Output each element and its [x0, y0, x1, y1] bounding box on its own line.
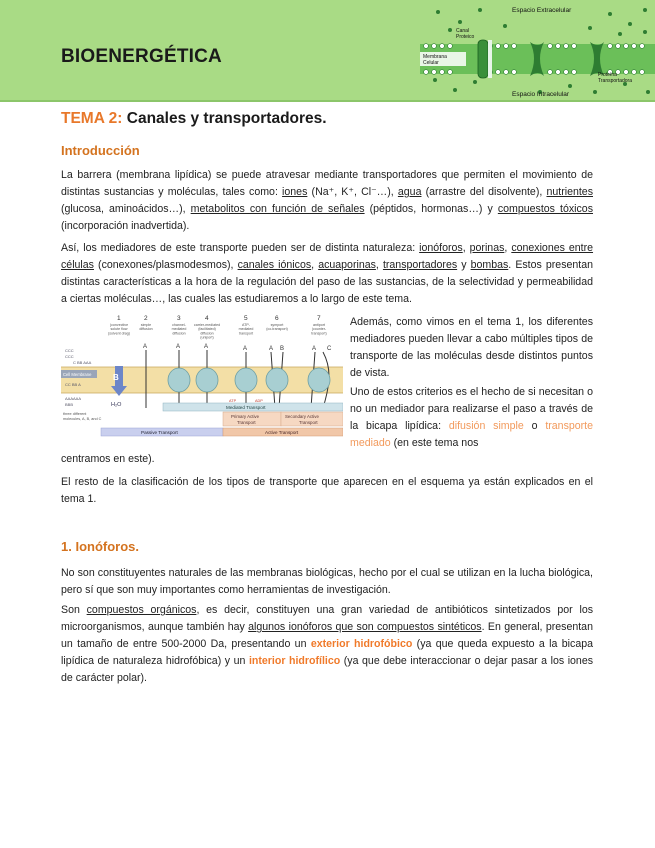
- svg-text:A: A: [204, 344, 209, 350]
- mediated-transport-label: Mediated Transport: [226, 405, 266, 410]
- svg-text:A: A: [143, 344, 148, 350]
- link-agua: agua: [397, 186, 422, 198]
- passive-transport-label: Passive Transport: [141, 430, 178, 435]
- transport-caption-3: diffusion: [172, 331, 186, 336]
- topic-number: TEMA 2:: [61, 110, 123, 127]
- membrane-label-1: Membrana: [423, 54, 447, 60]
- svg-text:A: A: [243, 346, 248, 352]
- primary-active-label-2: Transport: [237, 420, 256, 425]
- intro-heading: Introducción: [61, 143, 140, 158]
- carrier-label-2: Transportadora: [598, 78, 632, 84]
- transport-caption-4: (facilitated): [198, 327, 216, 332]
- page-header: [0, 0, 655, 102]
- transport-caption-1: (convective: [109, 323, 129, 327]
- highlight-transporte-mediado: transporte mediado: [350, 420, 594, 449]
- molecules-note-1: three different: [63, 412, 87, 416]
- transport-caption-7: antiport: [313, 323, 325, 327]
- intro-paragraph-1: La barrera (membrana lipídica) se puede atravesar mediante transportadores que permiten el movimiento de distintas sustancias y moléculas, tales como: iones (Na⁺, K⁺, Cl⁻…), agua (arrastre del disolvente), nutrientes (glucosa, aminoácidos…), metabolitos con función de señales (péptidos, hormonas…) y compuestos tóxicos (incorporación inadvertida).: [61, 169, 593, 232]
- transport-captions: [108, 323, 327, 340]
- intro-paragraph-2: Así, los mediadores de este transporte pueden ser de distinta naturaleza: ionóforos, porinas, conexiones entre células (conexones/plasmodesmos), canales iónicos, acuaporinas, transportadores y bombas. Estos presentan distintas características a la hora de la regulación del paso de las sustancias, de la selectividad y permeabilidad a ciertas moléculas…, las cuales las estudiaremos a lo largo de este tema.: [61, 242, 594, 305]
- transport-caption-7: (counter-: [311, 327, 327, 332]
- transport-caption-1: (solvent drag): [108, 331, 130, 336]
- section1-heading: 1. Ionóforos.: [61, 539, 139, 554]
- transport-caption-3: channel-: [172, 323, 186, 327]
- extracellular-label: Espacio Extracelular: [512, 7, 572, 14]
- topic-title: [61, 110, 327, 128]
- transport-caption-6: symport: [270, 323, 284, 327]
- svg-text:CCC: CCC: [65, 354, 74, 359]
- channel-label-2: Proteico: [456, 34, 475, 40]
- link-toxicos: compuestos tóxicos: [497, 203, 593, 215]
- transport-caption-7: transport): [311, 331, 327, 336]
- molecules-note-2: molecules, A, B, and C: [63, 417, 102, 421]
- topic-name: Canales y transportadores.: [126, 110, 327, 127]
- membrane-label-2: Celular: [423, 60, 439, 66]
- transport-number-1: 1: [117, 315, 121, 322]
- svg-text:CC BB A: CC BB A: [65, 382, 81, 387]
- transport-number-7: 7: [317, 315, 321, 322]
- water-label: H₂O: [111, 402, 122, 408]
- molecule-markers: [143, 344, 332, 352]
- primary-active-label-1: Primary Active: [231, 414, 260, 419]
- intracellular-label: Espacio Intracelular: [512, 91, 570, 98]
- svg-text:C: C: [327, 346, 332, 352]
- svg-text:AAAAAA: AAAAAA: [65, 396, 82, 401]
- section1-paragraph-2: Son compuestos orgánicos, es decir, constituyen una gran variedad de antibióticos sintetizados por los microorganismos, aunque también hay algunos ionóforos que son compuestos sintéticos. En general, presentan un tamaño de entre 500-2000 Da, presentando un exterior hidrofóbico (ya que queda expuesto a la bicapa lipídica de naturaleza hidrofóbica) y un interior hidrofílico (ya que debe interaccionar o dejar pasar a los iones de carácter polar).: [61, 604, 594, 684]
- continuation-line: centramos en este).: [61, 453, 155, 465]
- link-nutrientes: nutrientes: [546, 186, 593, 198]
- intro-paragraph-3: El resto de la clasificación de los tipos de transporte que aparecen en el esquema ya están explicados en el tema 1.: [61, 476, 593, 505]
- transport-caption-5: mediated: [238, 327, 254, 332]
- svg-text:C BB AAA: C BB AAA: [73, 360, 92, 365]
- transport-number-6: 6: [275, 315, 279, 322]
- adp-label: ADP: [255, 399, 263, 403]
- link-metabolitos: metabolitos con función de señales: [190, 203, 365, 215]
- atp-label: ATP: [229, 399, 237, 403]
- svg-text:A: A: [269, 346, 274, 352]
- highlight-difusion-simple: difusión simple: [448, 420, 524, 432]
- link-iones: iones: [282, 186, 308, 198]
- right-paragraph-1: Además, como vimos en el tema 1, los diferentes mediadores pueden llevar a cabo múltiples tipos de transporte de las moléculas desde distintos puntos de vista.: [350, 316, 593, 379]
- membrane-illustration: [420, 2, 655, 98]
- link-compuestos-organicos: compuestos orgánicos: [86, 604, 197, 616]
- svg-text:BBB: BBB: [65, 402, 74, 407]
- channel-protein: [478, 40, 488, 78]
- svg-text:B: B: [113, 373, 119, 382]
- transport-caption-5: ATP-: [242, 323, 250, 327]
- svg-text:B: B: [280, 346, 285, 352]
- link-ionoforos-sinteticos: algunos ionóforos que son compuestos sintéticos: [248, 621, 482, 633]
- transport-number-4: 4: [205, 315, 209, 322]
- transport-caption-2: diffusion: [139, 327, 153, 332]
- transport-number-2: 2: [144, 315, 148, 322]
- transport-caption-4: diffusion: [200, 331, 214, 336]
- section1-paragraph-1: No son constituyentes naturales de las membranas biológicas, hecho por el cual se utilizan en la lucha biológica, pero sí que son muy importantes como herramientas de investigación.: [61, 567, 593, 596]
- transport-caption-6: (co-transport): [266, 327, 288, 332]
- channel-label-1: Canal: [456, 28, 470, 34]
- transport-caption-5: transport: [238, 331, 254, 336]
- cell-membrane-label: Cell Membrane: [63, 372, 92, 377]
- carrier-label-1: Proteína: [598, 72, 617, 78]
- transport-caption-3: mediated: [171, 327, 187, 332]
- transport-caption-4: carrier-mediated: [193, 323, 221, 327]
- secondary-active-label-2: Transport: [299, 420, 318, 425]
- transport-numbers: [117, 315, 321, 322]
- right-paragraph-2: Uno de estos criterios es el hecho de si necesitan o no un mediador para realizarse el paso a través de la bicapa lipídica: difusión simple o transporte mediado (en este tema nos: [350, 386, 594, 449]
- transport-caption-4: (uniport): [200, 335, 214, 340]
- highlight-exterior-hidrofobico: exterior hidrofóbico: [310, 638, 413, 650]
- svg-text:CCC: CCC: [65, 348, 74, 353]
- secondary-active-label-1: Secondary Active: [285, 414, 319, 419]
- transport-number-5: 5: [244, 315, 248, 322]
- transport-diagram: [61, 312, 343, 442]
- transport-caption-1: solute flow: [110, 327, 128, 332]
- svg-text:A: A: [176, 344, 181, 350]
- active-transport-label: Active Transport: [265, 430, 299, 435]
- header-title: BIOENERGÉTICA: [61, 46, 222, 67]
- transport-caption-2: simple: [140, 323, 152, 327]
- svg-text:A: A: [312, 346, 317, 352]
- highlight-interior-hidrofilico: interior hidrofílico: [248, 655, 341, 667]
- transport-number-3: 3: [177, 315, 181, 322]
